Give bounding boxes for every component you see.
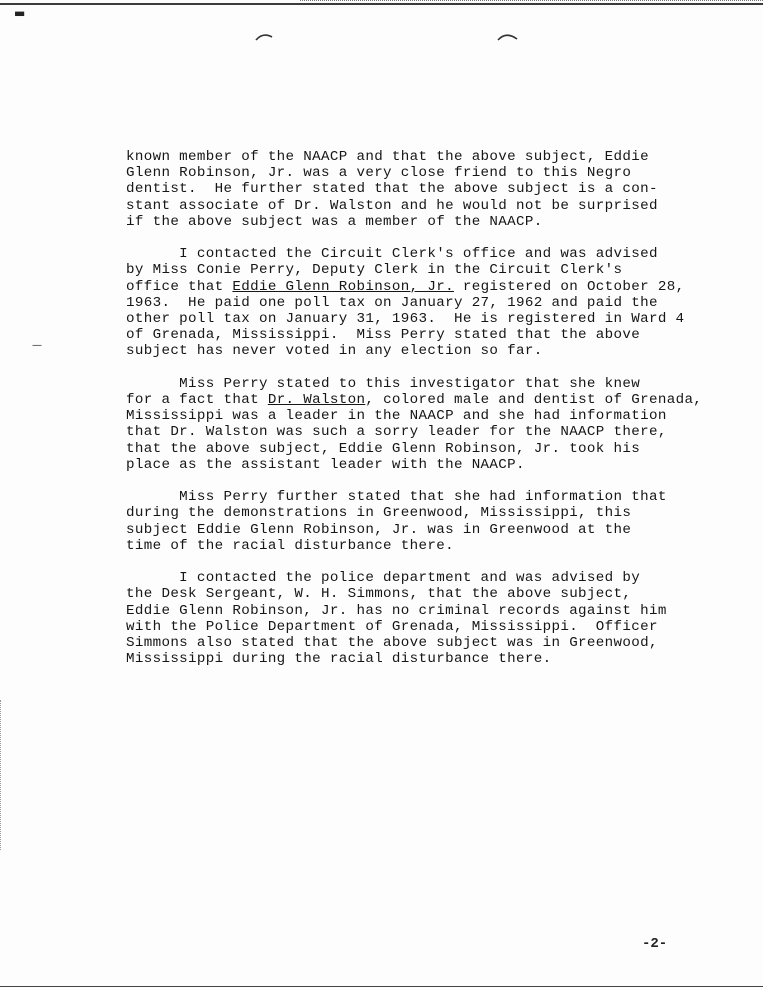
text-line: time of the racial disturbance there. <box>126 537 454 554</box>
text-line: of Grenada, Mississippi. Miss Perry stated that the above <box>126 327 641 344</box>
text-line: I contacted the police department and was advised by <box>126 570 641 587</box>
text-line: known member of the NAACP and that the above subject, Eddie <box>126 149 649 165</box>
text-line: Simmons also stated that the above subject was in Greenwood, <box>126 635 658 651</box>
text-line: Mississippi during the racial disturbance there. <box>126 651 552 668</box>
text-line: Mississippi was a leader in the NAACP and she had information <box>126 408 667 425</box>
text-line: by Miss Conie Perry, Deputy Clerk in the Circuit Clerk's <box>126 262 623 279</box>
text-line: other poll tax on January 31, 1963. He is registered in Ward 4 <box>126 311 685 327</box>
text-line: subject has never voted in any election so far. <box>126 343 543 360</box>
text-line: place as the assistant leader with the NAACP. <box>126 456 525 473</box>
text-line: Miss Perry further stated that she had information that <box>126 489 667 506</box>
text-line: that Dr. Walston was such a sorry leader for the NAACP there, <box>126 424 667 441</box>
text-line: Glenn Robinson, Jr. was a very close friend to this Negro <box>126 165 632 182</box>
text-line: Eddie Glenn Robinson, Jr. has no criminal records against him <box>126 602 667 619</box>
left-edge-scan-artifact <box>0 700 4 850</box>
text-line: stant associate of Dr. Walston and he would not be surprised <box>126 197 658 214</box>
text-line: subject Eddie Glenn Robinson, Jr. was in Greenwood at the <box>126 521 632 538</box>
text-line: I contacted the Circuit Clerk's office and was advised <box>126 246 658 263</box>
text-line: during the demonstrations in Greenwood, Mississippi, this <box>126 505 632 522</box>
bottom-border-line <box>0 986 763 987</box>
text-line: with the Police Department of Grenada, Mississippi. Officer <box>126 618 658 635</box>
punch-mark-right <box>496 30 520 44</box>
text-line: if the above subject was a member of the NAACP. <box>126 213 543 230</box>
text-line: office that Eddie Glenn Robinson, Jr. registered on October 28, <box>126 278 685 295</box>
text-line: 1963. He paid one poll tax on January 27, 1962 and paid the <box>126 294 658 311</box>
text-line: that the above subject, Eddie Glenn Robinson, Jr. took his <box>126 440 641 457</box>
text-line: the Desk Sergeant, W. H. Simmons, that the above subject, <box>126 586 632 603</box>
text-line: Miss Perry stated to this investigator that she knew <box>126 375 641 392</box>
text-line: dentist. He further stated that the above subject is a con- <box>126 181 658 198</box>
top-border-line <box>0 3 763 5</box>
text-line: for a fact that Dr. Walston, colored male and dentist of Grenada, <box>126 392 703 408</box>
punch-mark-left <box>254 30 274 44</box>
top-scan-artifact <box>300 0 763 3</box>
page-number: -2- <box>642 936 668 952</box>
left-margin-dash: — <box>32 340 42 351</box>
left-margin-dash-top: ▬ <box>14 6 26 20</box>
